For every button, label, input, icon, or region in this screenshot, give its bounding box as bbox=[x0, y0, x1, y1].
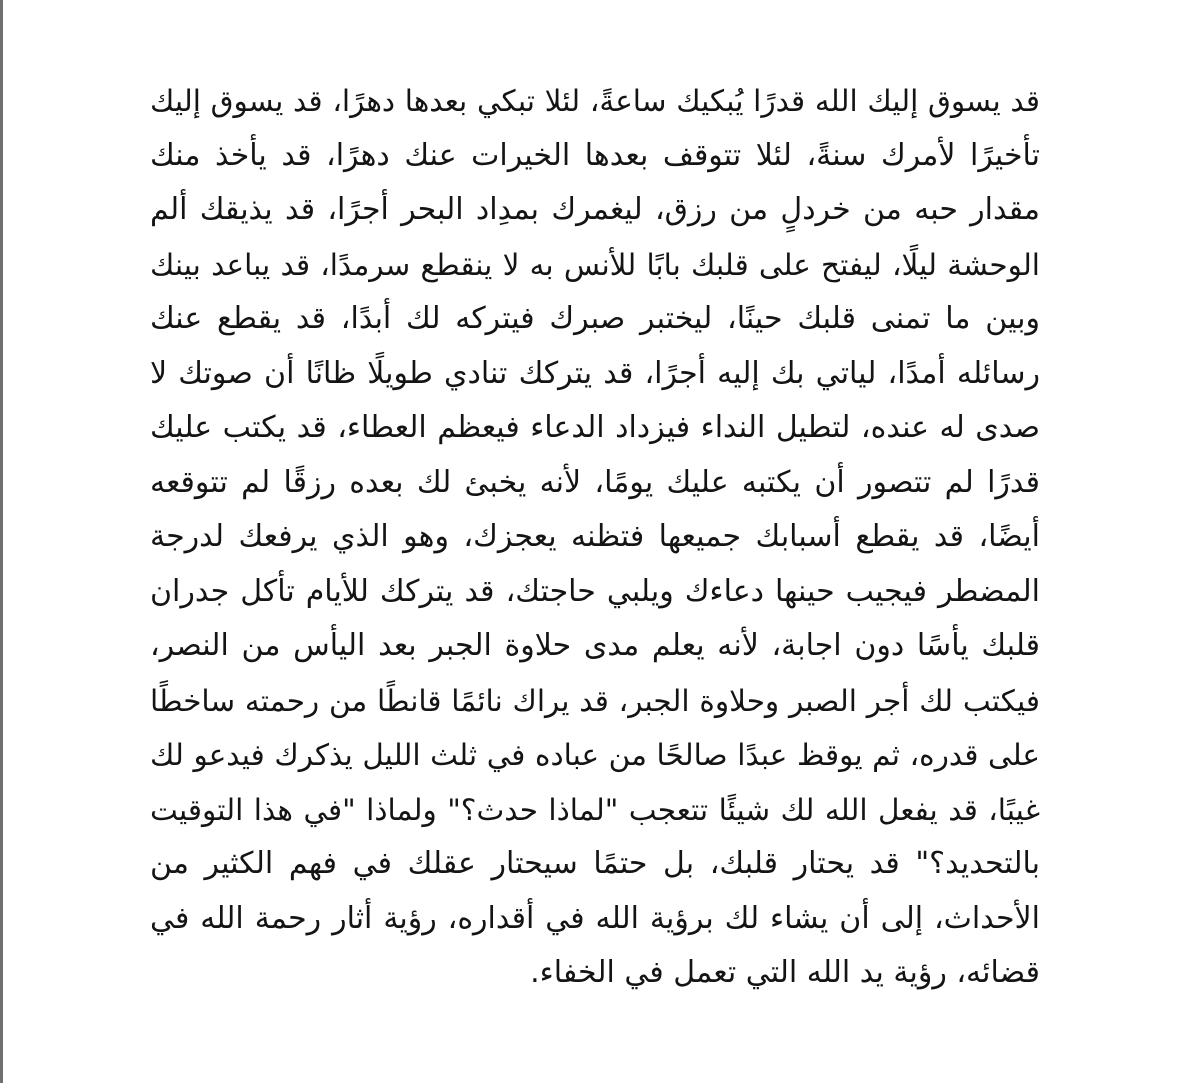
text-line: قد يسوق إليك الله قدرًا يُبكيك ساعةً، لئلا تبكي بعدها دهرًا، قد يسوق إليك bbox=[150, 84, 1040, 118]
text-line: أيضًا، قد يقطع أسبابك جميعها فتظنه يعجزك، وهو الذي يرفعك لدرجة bbox=[150, 519, 1040, 554]
text-line: الأحداث، إلى أن يشاء لك برؤية الله في أقداره، رؤية أثار رحمة الله في bbox=[150, 900, 1040, 936]
text-line: رسائله أمدًا، لياتي بك إليه أجرًا، قد يتركك تنادي طويلًا ظانًا أن صوتك لا bbox=[150, 355, 1040, 391]
text-line: المضطر فيجيب حينها دعاءك ويلبي حاجتك، قد يتركك للأيام تأكل جدران bbox=[150, 573, 1040, 609]
text-line: قلبك يأسًا دون اجابة، لأنه يعلم مدى حلاوة الجبر بعد اليأس من النصر، bbox=[150, 628, 1040, 663]
text-line: فيكتب لك أجر الصبر وحلاوة الجبر، قد يراك نائمًا قانطًا من رحمته ساخطًا bbox=[150, 683, 1040, 718]
text-line: غيبًا، قد يفعل الله لك شيئًا تتعجب "لماذا حدث؟" ولماذا "في هذا التوقيت bbox=[150, 792, 1040, 827]
text-line: مقدار حبه من خردلٍ من رزق، ليغمرك بمدِاد البحر أجرًا، قد يذيقك ألم bbox=[150, 192, 1040, 227]
text-line: على قدره، ثم يوقظ عبدًا صالحًا من عباده في ثلث الليل يذكرك فيدعو لك bbox=[150, 738, 1040, 772]
text-line: بالتحديد؟" قد يحتار قلبك، بل حتمًا سيحتار عقلك في فهم الكثير من bbox=[150, 846, 1040, 881]
text-line: تأخيرًا لأمرك سنةً، لئلا تتوقف بعدها الخيرات عنك دهرًا، قد يأخذ منك bbox=[150, 137, 1040, 173]
text-line: وبين ما تمنى قلبك حينًا، ليختبر صبرك فيتركه لك أبدًا، قد يقطع عنك bbox=[150, 301, 1040, 336]
text-line: الوحشة ليلًا، ليفتح على قلبك بابًا للأنس به لا ينقطع سرمدًا، قد يباعد بينك bbox=[150, 247, 1040, 282]
text-line: صدى له عنده، لتطيل النداء فيزداد الدعاء فيعظم العطاء، قد يكتب عليك bbox=[150, 410, 1040, 445]
paragraph bbox=[150, 74, 1040, 1001]
left-border-divider bbox=[0, 0, 3, 1083]
text-line-last: قضائه، رؤية يد الله التي تعمل في الخفاء. bbox=[530, 955, 1040, 990]
text-line: قدرًا لم تتصور أن يكتبه عليك يومًا، لأنه يخبئ لك بعده رزقًا لم تتوقعه bbox=[150, 464, 1040, 500]
